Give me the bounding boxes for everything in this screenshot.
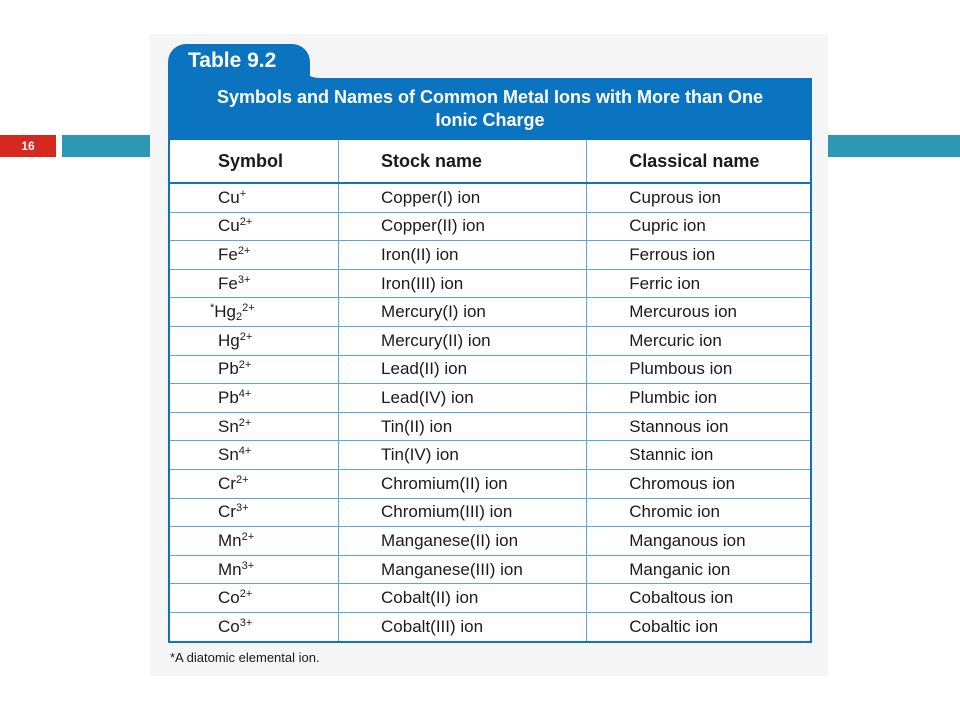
classical-name-cell: Stannous ion xyxy=(587,412,811,441)
stock-name-cell: Cobalt(III) ion xyxy=(339,612,587,641)
symbol-cell xyxy=(169,469,339,498)
symbol-cell xyxy=(169,555,339,584)
symbol-cell xyxy=(169,498,339,527)
element-symbol: Hg xyxy=(218,330,240,350)
classical-name-cell: Chromous ion xyxy=(587,469,811,498)
element-symbol: Mn xyxy=(218,530,242,550)
element-symbol: Cr xyxy=(218,473,236,493)
table-row xyxy=(169,527,811,556)
classical-name-cell: Mercuric ion xyxy=(587,326,811,355)
classical-name-cell: Ferric ion xyxy=(587,269,811,298)
element-symbol: Hg xyxy=(214,301,237,321)
symbol-cell xyxy=(169,183,339,212)
table-row xyxy=(169,469,811,498)
symbol-cell xyxy=(169,298,339,327)
table-tab-label: Table 9.2 xyxy=(168,44,310,78)
classical-name-cell: Cobaltous ion xyxy=(587,584,811,613)
ion-charge-superscript: 2+ xyxy=(235,473,249,486)
stock-name-cell: Iron(II) ion xyxy=(339,241,587,270)
classical-name-cell: Manganous ion xyxy=(587,527,811,556)
classical-name-cell: Cuprous ion xyxy=(587,183,811,212)
ion-charge-superscript: 2+ xyxy=(239,588,253,601)
table-row xyxy=(169,183,811,212)
ion-charge-superscript: 2+ xyxy=(241,530,255,543)
symbol-cell xyxy=(169,326,339,355)
footnote-marker: * xyxy=(210,301,215,314)
table-row xyxy=(169,384,811,413)
ion-charge-superscript: 2+ xyxy=(238,359,252,372)
stock-name-cell: Lead(IV) ion xyxy=(339,384,587,413)
classical-name-cell: Chromic ion xyxy=(587,498,811,527)
table-row xyxy=(169,326,811,355)
element-symbol: Pb xyxy=(218,387,239,407)
table-footnote: *A diatomic elemental ion. xyxy=(170,650,320,665)
table-row xyxy=(169,612,811,641)
slide-number-badge: 16 xyxy=(0,135,56,157)
element-symbol: Sn xyxy=(218,445,239,465)
element-symbol: Co xyxy=(218,588,240,608)
table-title xyxy=(168,78,812,138)
element-symbol: Cu xyxy=(218,216,240,236)
ion-charge-superscript: 3+ xyxy=(237,273,251,286)
table-row xyxy=(169,355,811,384)
table-row xyxy=(169,298,811,327)
symbol-cell xyxy=(169,355,339,384)
classical-name-cell: Cobaltic ion xyxy=(587,612,811,641)
symbol-cell xyxy=(169,384,339,413)
symbol-cell xyxy=(169,584,339,613)
stock-name-cell: Mercury(I) ion xyxy=(339,298,587,327)
ion-charge-superscript: 3+ xyxy=(241,559,255,572)
table-row xyxy=(169,412,811,441)
table-row xyxy=(169,584,811,613)
stock-name-cell: Copper(II) ion xyxy=(339,212,587,241)
table-row xyxy=(169,241,811,270)
ion-charge-superscript: 4+ xyxy=(238,445,252,458)
classical-name-cell: Plumbic ion xyxy=(587,384,811,413)
stock-name-cell: Copper(I) ion xyxy=(339,183,587,212)
accent-bar-right xyxy=(828,135,960,157)
symbol-cell xyxy=(169,412,339,441)
symbol-cell xyxy=(169,441,339,470)
ion-charge-superscript: 2+ xyxy=(239,330,253,343)
symbol-cell xyxy=(169,612,339,641)
element-symbol: Mn xyxy=(218,559,242,579)
stock-name-cell: Chromium(II) ion xyxy=(339,469,587,498)
classical-name-cell: Stannic ion xyxy=(587,441,811,470)
classical-name-cell: Manganic ion xyxy=(587,555,811,584)
element-symbol: Co xyxy=(218,616,240,636)
symbol-cell xyxy=(169,241,339,270)
classical-name-cell: Cupric ion xyxy=(587,212,811,241)
table-title-line1: Symbols and Names of Common Metal Ions with More than One xyxy=(216,87,764,107)
table-title-line2: Ionic Charge xyxy=(435,110,545,130)
table-row xyxy=(169,555,811,584)
stock-name-cell: Iron(III) ion xyxy=(339,269,587,298)
classical-name-cell: Ferrous ion xyxy=(587,241,811,270)
column-header-stock-name: Stock name xyxy=(339,139,587,183)
ion-charge-superscript: 3+ xyxy=(239,616,253,629)
table-header-row xyxy=(169,139,811,183)
element-symbol: Fe xyxy=(218,273,238,293)
element-symbol: Pb xyxy=(218,359,239,379)
element-symbol: Cu xyxy=(218,187,240,207)
stock-name-cell: Manganese(III) ion xyxy=(339,555,587,584)
ion-charge-superscript: 2+ xyxy=(242,301,255,314)
stock-name-cell: Mercury(II) ion xyxy=(339,326,587,355)
table-row xyxy=(169,498,811,527)
symbol-cell xyxy=(169,212,339,241)
ion-charge-superscript: + xyxy=(239,187,247,200)
stock-name-cell: Tin(IV) ion xyxy=(339,441,587,470)
stock-name-cell: Cobalt(II) ion xyxy=(339,584,587,613)
element-symbol: Sn xyxy=(218,416,239,436)
ion-charge-superscript: 2+ xyxy=(237,244,251,257)
ion-charge-superscript: 4+ xyxy=(238,387,252,400)
stock-name-cell: Chromium(III) ion xyxy=(339,498,587,527)
ion-charge-superscript: 3+ xyxy=(235,502,249,515)
classical-name-cell: Mercurous ion xyxy=(587,298,811,327)
element-symbol: Fe xyxy=(218,244,238,264)
stock-name-cell: Manganese(II) ion xyxy=(339,527,587,556)
column-header-symbol: Symbol xyxy=(169,139,339,183)
metal-ions-table xyxy=(168,138,812,643)
ion-charge-superscript: 2+ xyxy=(239,216,253,229)
column-header-classical-name: Classical name xyxy=(587,139,811,183)
symbol-cell xyxy=(169,269,339,298)
stock-name-cell: Lead(II) ion xyxy=(339,355,587,384)
table-row xyxy=(169,212,811,241)
element-symbol: Cr xyxy=(218,502,236,522)
table-row xyxy=(169,269,811,298)
stock-name-cell: Tin(II) ion xyxy=(339,412,587,441)
ion-charge-superscript: 2+ xyxy=(238,416,252,429)
symbol-cell xyxy=(169,527,339,556)
atom-count-subscript: 2 xyxy=(236,310,243,323)
classical-name-cell: Plumbous ion xyxy=(587,355,811,384)
table-row xyxy=(169,441,811,470)
